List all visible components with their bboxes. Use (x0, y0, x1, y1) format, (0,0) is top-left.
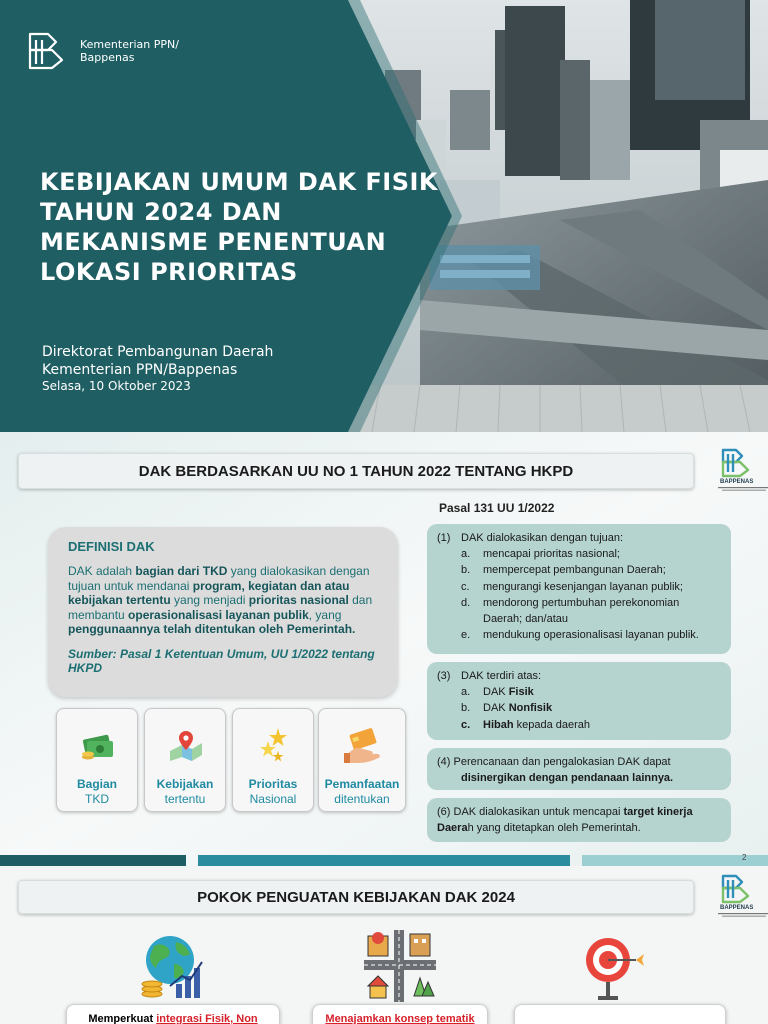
card-pemanfaatan-ditentukan (318, 708, 406, 812)
policy-box-1-text: Memperkuat (88, 1013, 157, 1024)
item-text: mendorong pertumbuhan perekonomian Daerah; dan/atau (483, 596, 680, 626)
item-text: mengurangi kesenjangan layanan publik; (483, 580, 683, 593)
slide-3-title-bar (18, 880, 694, 914)
card-label (319, 777, 405, 807)
card-hand-icon (343, 725, 383, 765)
policy-box-2 (312, 1004, 488, 1024)
card-line-1: Bagian (76, 777, 117, 791)
box1-item-e (437, 627, 721, 643)
card-line-2: TKD (85, 792, 109, 806)
slide-footer-bars (0, 855, 768, 866)
item-marker: c. (461, 580, 470, 593)
organization-name (80, 38, 179, 64)
item-text: mencapai prioritas nasional; (483, 548, 620, 561)
bappenas-logo-text: BAPPENAS (720, 479, 754, 485)
pasal-box-2 (427, 662, 731, 740)
box1-item-a (437, 546, 721, 562)
slide-2-title: DAK BERDASARKAN UU NO 1 TAHUN 2022 TENTANG HKPD (138, 462, 574, 480)
box1-item-b (437, 562, 721, 578)
definition-box (48, 527, 398, 697)
card-line-1: Kebijakan (156, 777, 214, 791)
stars-icon (254, 725, 294, 765)
bappenas-logo-text: BAPPENAS (720, 905, 754, 911)
card-line-2: Nasional (249, 792, 297, 806)
def-bold-4: operasionalisasi layanan publik (128, 607, 309, 622)
card-line-2: ditentukan (334, 792, 390, 806)
box4-text-1: (6) DAK dialokasikan untuk mencapai (437, 806, 624, 818)
def-text-1: DAK adalah (68, 564, 136, 578)
definition-heading: DEFINISI DAK (68, 539, 155, 554)
box4-text-2: h yang ditetapkan oleh Pemerintah. (467, 822, 641, 835)
item-marker: b. (461, 564, 471, 577)
item-marker: e. (461, 629, 471, 642)
pasal-box-4 (427, 798, 731, 842)
box1-number: (1) (437, 532, 451, 544)
card-label (233, 777, 313, 807)
item-text: DAK (483, 702, 509, 715)
box3-text: (4) Perencanaan dan pengalokasian DAK dapat (437, 756, 671, 768)
card-line-1: Prioritas (248, 777, 298, 791)
bappenas-mark-icon (720, 872, 754, 904)
definition-source: Sumber: Pasal 1 Ketentuan Umum, UU 1/2022 tentang HKPD (68, 646, 375, 675)
def-text-3: yang menjadi (170, 593, 249, 608)
box3-bold: disinergikan dengan pendanaan lainnya. (461, 772, 674, 785)
logo-subtext-lines (718, 487, 768, 492)
bappenas-logo-icon (26, 30, 70, 70)
pasal-box-3 (427, 748, 731, 790)
def-bold-1: bagian dari TKD (135, 564, 228, 578)
def-text-5: , yang (308, 607, 342, 622)
item-marker: d. (461, 596, 471, 609)
org-line-1: Kementerian PPN/ (80, 38, 179, 51)
org-line-2: Bappenas (80, 51, 135, 64)
cover-slide (0, 0, 768, 432)
pasal-box-1 (427, 524, 731, 654)
item-marker: b. (461, 702, 471, 715)
item-marker: c. (461, 718, 471, 731)
item-bold: Hibah (483, 718, 514, 731)
page-number: 2 (742, 853, 747, 862)
box4-bold: target kinerja Daera (437, 806, 693, 835)
item-bold: Nonfisik (508, 702, 553, 715)
box2-lead (437, 668, 721, 684)
item-marker: a. (461, 548, 471, 561)
ministry-name: Kementerian PPN/Bappenas (42, 362, 238, 378)
card-label (145, 777, 225, 807)
box2-item-a (437, 684, 721, 700)
card-prioritas-nasional (232, 708, 314, 812)
slide-2-title-bar (18, 453, 694, 489)
cover-title: KEBIJAKAN UMUM DAK FISIK TAHUN 2024 DAN MEKANISME PENENTUAN LOKASI PRIORITAS (40, 168, 439, 286)
city-map-icon (364, 930, 436, 1002)
card-bagian-tkd (56, 708, 138, 812)
box1-lead-text: DAK dialokasikan dengan tujuan: (461, 532, 624, 544)
box1-item-c (437, 579, 721, 595)
presenter-name: Direktorat Pembangunan Daerah (42, 344, 274, 360)
definition-text (68, 564, 378, 637)
card-line-1: Pemanfaatan (324, 777, 400, 791)
def-bold-3: prioritas nasional (248, 593, 349, 608)
card-line-2: tertentu (164, 792, 206, 806)
def-bold-2: program, kegiatan dan atau kebijakan tertentu (68, 578, 350, 608)
slide-3 (0, 866, 768, 1024)
policy-box-1-highlight: integrasi Fisik, Non (156, 1013, 258, 1024)
bappenas-logo (716, 446, 768, 496)
def-text-4: dan membantu (68, 593, 373, 622)
policy-box-1 (66, 1004, 280, 1024)
slide-3-title: POKOK PENGUATAN KEBIJAKAN DAK 2024 (197, 888, 515, 906)
box1-item-d (437, 595, 721, 627)
policy-box-3 (514, 1004, 726, 1024)
item-bold: Fisik (508, 686, 534, 699)
logo-subtext-lines (718, 913, 768, 918)
target-icon (576, 930, 648, 1002)
box2-lead-text: DAK terdiri atas: (461, 670, 542, 682)
globe-growth-icon (136, 930, 208, 1002)
box2-number: (3) (437, 670, 451, 682)
item-text: mempercepat pembangunan Daerah; (483, 564, 666, 577)
presentation-date: Selasa, 10 Oktober 2023 (42, 379, 191, 393)
pasal-heading: Pasal 131 UU 1/2022 (439, 501, 555, 515)
box2-item-c (437, 717, 721, 733)
bappenas-logo (716, 872, 768, 922)
box2-item-b (437, 700, 721, 716)
item-text: DAK (483, 686, 509, 699)
item-text: mendukung operasionalisasi layanan publik. (483, 629, 699, 642)
def-bold-5: penggunaannya telah ditentukan oleh Pemerintah. (68, 622, 356, 637)
box1-lead (437, 530, 721, 546)
item-marker: a. (461, 686, 471, 699)
map-pin-icon (166, 725, 206, 765)
item-text: kepada daerah (513, 718, 591, 731)
card-kebijakan-tertentu (144, 708, 226, 812)
money-icon (78, 725, 118, 765)
bappenas-mark-icon (720, 446, 754, 478)
slide-2 (0, 432, 768, 866)
policy-box-2-highlight: Menajamkan konsep tematik (325, 1013, 475, 1024)
def-text-2: yang dialokasikan dengan tujuan untuk mendanai (68, 564, 370, 593)
card-label (57, 777, 137, 807)
